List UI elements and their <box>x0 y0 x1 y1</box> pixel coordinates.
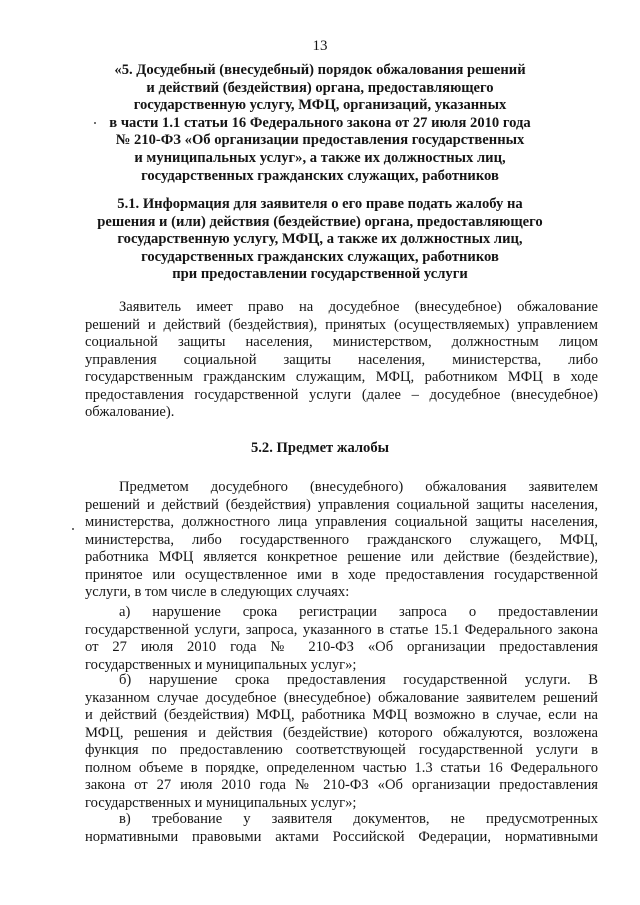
text-line: принятое или осуществленное ими в ходе предоставления государственной <box>85 566 598 583</box>
text-line: управления социальной защиты населения, министерства, либо <box>85 351 598 368</box>
section-title-line: «5. Досудебный (внесудебный) порядок обжалования решений <box>114 62 526 78</box>
section-title-line: и действий (бездействия) органа, предоставляющего <box>146 79 494 96</box>
text-line: закона от 27 июля 2010 года № 210-ФЗ «Об организации предоставления <box>85 777 598 794</box>
text-line: указанном случае досудебное (внесудебное) обжалование заявителем решений <box>85 689 598 706</box>
text-line: Заявитель имеет право на досудебное (внесудебное) обжалование <box>119 299 598 315</box>
text-line: министерства, должностного лица управления социальной защиты населения, <box>85 514 598 531</box>
text-line: государственных и муниципальных услуг»; <box>85 794 357 811</box>
page-number: 13 <box>312 38 328 54</box>
section-title-line: и муниципальных услуг», а также их должностных лиц, <box>134 149 506 166</box>
list-item-b <box>85 672 598 812</box>
scan-speck <box>72 528 74 530</box>
text-line: нормативными правовыми актами Российской Федерации, нормативными <box>85 828 598 845</box>
list-item-v <box>85 811 598 846</box>
scan-speck <box>94 122 96 124</box>
subsection-5-1-title <box>0 196 640 284</box>
text-line: МФЦ, решения и действия (бездействие) которого обжалуются, возложена <box>85 724 598 741</box>
text-line: решений и действий (бездействия), принятых (осуществляемых) управлением <box>85 316 598 333</box>
subsection-title-line: при предоставлении государственной услуги <box>172 266 468 283</box>
section-title-line: № 210-ФЗ «Об организации предоставления государственных <box>115 132 525 149</box>
text-line: а) нарушение срока регистрации запроса о предоставлении <box>119 604 598 620</box>
text-line: государственных и муниципальных услуг»; <box>85 656 357 673</box>
subsection-5-2-title <box>0 440 640 458</box>
section-title-line: государственных гражданских служащих, работников <box>141 167 499 184</box>
subsection-title-line: государственных гражданских служащих, работников <box>141 248 499 265</box>
text-line: полном объеме в порядке, определенном частью 1.3 статьи 16 Федерального <box>85 759 598 776</box>
paragraph-5-1 <box>85 299 598 422</box>
subsection-title-line: решения и (или) действия (бездействие) органа, предоставляющего <box>97 213 543 230</box>
text-line: от 27 июля 2010 года № 210-ФЗ «Об организации предоставления <box>85 639 598 656</box>
text-line: предоставления государственной услуги (далее – досудебное (внесудебное) <box>85 386 598 403</box>
text-line: обжалование). <box>85 404 175 421</box>
text-line: министерства, либо государственного гражданского служащего, МФЦ, <box>85 531 598 548</box>
text-line: Предметом досудебного (внесудебного) обжалования заявителем <box>119 479 598 495</box>
section-title-line: в части 1.1 статьи 16 Федерального закона от 27 июля 2010 года <box>109 114 531 131</box>
subsection-title-line: 5.1. Информация для заявителя о его праве подать жалобу на <box>117 196 523 212</box>
text-line: в) требование у заявителя документов, не предусмотренных <box>119 811 598 827</box>
section-title-line: государственную услугу, МФЦ, организаций, указанных <box>133 97 507 114</box>
subsection-title-line: государственную услугу, МФЦ, а также их должностных лиц, <box>117 231 523 248</box>
text-line: социальной защиты населения, министерством, должностным лицом <box>85 334 598 351</box>
text-line: решений и действий (бездействия) управления социальной защиты населения, <box>85 496 598 513</box>
subsection-title-line: 5.2. Предмет жалобы <box>250 440 390 456</box>
list-item-a <box>85 604 598 674</box>
text-line: б) нарушение срока предоставления государственной услуги. В <box>119 672 598 688</box>
paragraph-5-2 <box>85 479 598 602</box>
text-line: и действий (бездействия) МФЦ, работника МФЦ возможно в случае, если на <box>85 707 598 724</box>
text-line: работника МФЦ является конкретное решение или действие (бездействие), <box>85 549 598 566</box>
text-line: государственной услуги, запроса, указанного в статье 15.1 Федерального закона <box>85 621 598 638</box>
text-line: услуги, в том числе в следующих случаях: <box>85 584 350 601</box>
text-line: функция по предоставлению соответствующей государственной услуги в <box>85 742 598 759</box>
section-5-title <box>0 62 640 185</box>
text-line: государственным гражданским служащим, МФЦ, работником МФЦ в ходе <box>85 369 598 386</box>
